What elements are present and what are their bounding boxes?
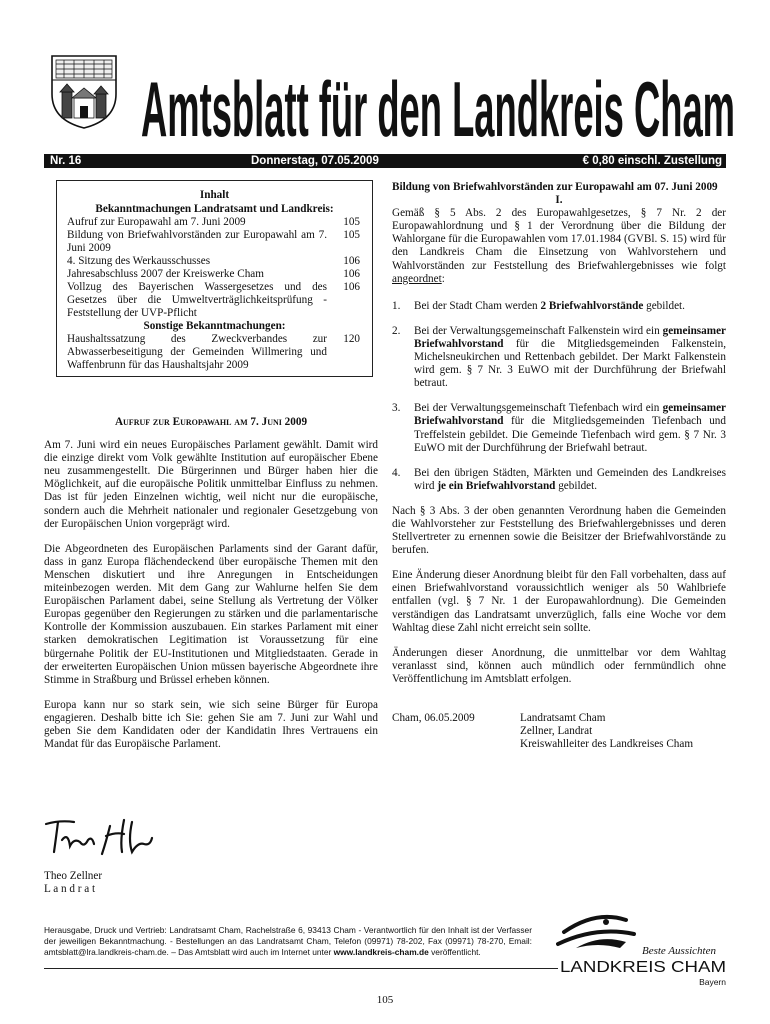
aufruf-paragraph: Europa kann nur so stark sein, wie sich seine Bürger für Europa engagieren. Deshalb bitte ich Sie: gehen Sie am 7. Juni zur Wahl und geben Sie dem Kandidaten oder der Kandidatin Ihres Vertrauens ein Mandat für das Europäische Parlament.	[44, 698, 378, 751]
coat-of-arms-icon	[44, 50, 124, 130]
toc-item-text: Jahresabschluss 2007 der Kreiswerke Cham	[67, 268, 264, 280]
toc-item[interactable]	[67, 255, 362, 268]
toc-item-page: 105	[343, 216, 360, 228]
toc-section-heading: Sonstige Bekanntmachungen:	[143, 320, 286, 332]
issue-number: Nr. 16	[50, 155, 82, 167]
publisher-info: Herausgabe, Druck und Vertrieb: Landratsamt Cham, Rachelstraße 6, 93413 Cham - Verantwortlich für den Inhalt ist der Verfasser der jeweiligen Bekanntmachung. - Bestellungen an das Landratsamt Cham, Telefon (09971) 78-202, Fax (09971) 78-270, Email: amtsblatt@lra.landkreis-cham.de. – Das Amtsblatt wird auch im Internet unter www.landkreis-cham.de veröffentlicht.	[44, 925, 532, 957]
aufruf-heading: Aufruf zur Europawahl am 7. Juni 2009	[114, 416, 308, 428]
toc-section-heading: Bekanntmachungen Landratsamt und Landkreis:	[95, 203, 334, 215]
issue-price: € 0,80 einschl. Zustellung	[582, 155, 722, 167]
briefwahl-paragraph: Nach § 3 Abs. 3 der oben genannten Verordnung haben die Gemeinden die Wahlvorsteher zur Feststellung des Briefwahlergebnisses und deren Stellvertreter zu ernennen sowie die Beisitzer der Briefwahlvorstände zu berufen.	[392, 504, 726, 557]
list-item: 2. Bei der Verwaltungsgemeinschaft Falkenstein wird ein gemeinsamer Briefwahlvorstand für die Mitgliedsgemeinden Falkenstein, Michelsneukirchen und Rettenbach gebildet. Der Markt Falkenstein wird gem. § 7 Nr. 3 EuWO mit der Durchführung der Briefwahl betraut.	[392, 324, 726, 390]
toc-item-text: Bildung von Briefwahlvorständen zur Europawahl am 7. Juni 2009	[67, 229, 327, 254]
toc-item[interactable]	[67, 281, 362, 320]
signature-line: Zellner, Landrat	[520, 725, 593, 738]
briefwahl-signature-block	[392, 712, 726, 751]
toc-item[interactable]	[67, 229, 362, 255]
briefwahl-paragraph: Änderungen dieser Anordnung, die unmittelbar vor dem Wahltag veranlasst sind, können auch mündlich oder fernmündlich ohne Veröffentlichung im Amtsblatt erfolgen.	[392, 646, 726, 685]
table-of-contents	[56, 180, 373, 377]
issue-date: Donnerstag, 07.05.2009	[251, 155, 379, 167]
signature-line: Kreiswahlleiter des Landkreises Cham	[520, 738, 694, 751]
page-number: 105	[376, 994, 394, 1006]
toc-item-text: Aufruf zur Europawahl am 7. Juni 2009	[67, 216, 246, 228]
logo-region: Bayern	[699, 977, 726, 987]
masthead-title-text: Amtsblatt für den Landkreis Cham	[141, 65, 735, 144]
logo-name: LANDKREIS CHAM	[560, 959, 726, 976]
ordered-word: angeordnet	[392, 272, 442, 285]
toc-item-page: 120	[343, 333, 360, 345]
list-item: 4. Bei den übrigen Städten, Märkten und Gemeinden des Landkreises wird je ein Briefwahlvorstand gebildet.	[392, 466, 726, 492]
toc-item-page: 106	[343, 281, 360, 293]
aufruf-article	[44, 416, 378, 751]
place-date: Cham, 06.05.2009	[392, 712, 475, 724]
list-item: 3. Bei der Verwaltungsgemeinschaft Tiefenbach wird ein gemeinsamer Briefwahlvorstand für die Mitgliedsgemeinden Tiefenbach und Treffelstein gebildet. Die Gemeinde Tiefenbach wird gem. § 7 Nr. 3 EuWO mit der Durchführung der Briefwahl betraut.	[392, 402, 726, 454]
logo-slogan: Beste Aussichten	[641, 945, 716, 957]
toc-item-page: 105	[343, 229, 360, 241]
toc-item-text: Haushaltssatzung des Zweckverbandes zur Abwasserbeseitigung der Gemeinden Willmering und Waffenbrunn für das Haushaltsjahr 2009	[67, 333, 327, 371]
landkreis-cham-logo	[556, 908, 736, 988]
briefwahl-section-number: I.	[555, 194, 563, 207]
issue-info-bar	[44, 154, 726, 168]
briefwahl-paragraph: Eine Änderung dieser Anordnung bleibt für den Fall vorbehalten, dass auf einen Briefwahlvorstand voraussichtlich weniger als 50 Wahlbriefe entfallen (vgl. § 7 Nr. 1 der Europawahlordnung). Die Gemeinden verständigen das Landratsamt unverzüglich, falls eine Woche vor dem Wahltag diese Zahl nicht erreicht sein sollte.	[392, 569, 726, 634]
signer-title: L a n d r a t	[44, 883, 96, 896]
footer-divider	[44, 968, 558, 969]
toc-item-text: Vollzug des Bayerischen Wassergesetzes und des Gesetzes über die Umweltverträglichkeitsprüfung -Feststellung der UVP-Pflicht	[67, 281, 327, 319]
aufruf-paragraph: Die Abgeordneten des Europäischen Parlaments sind der Garant dafür, dass in ganz Europa flächendeckend über europäische Themen mit den Menschen diskutiert und ihre Anregungen in Entscheidungen miteinbezogen werden. Mit dem Gang zur Wahlurne helfen Sie dem Europäischen Parlament dabei, seine Stellung als Vertretung der Völker Europas gegenüber den Regierungen zu stärken und die parlamentarische Kontrolle der Kommission auszubauen. Ein starkes Parlament mit einer starken demokratischen Legitimation ist Voraussetzung für eine bürgernahe Politik der EU-Institutionen und Mitgliedstaaten. Gerade in der erweiterten Europäischen Union müssen bayerische Abgeordnete ihre Stimme in Straßburg und Brüssel erheben können.	[44, 542, 378, 686]
toc-item[interactable]	[67, 268, 362, 281]
masthead-title	[140, 44, 740, 144]
toc-item-page: 106	[343, 268, 360, 280]
toc-item[interactable]	[67, 333, 362, 372]
website-link[interactable]: www.landkreis-cham.de	[333, 946, 429, 957]
aufruf-paragraph: Am 7. Juni wird ein neues Europäisches Parlament gewählt. Damit wird die einzige direkt vom Volk gewählte Institution auf europäischer Ebene neu zusammengestellt. Die Bürgerinnen und Bürger haben hier die Möglichkeit, auf die europäische Politik unmittelbar Einfluss zu nehmen. Das ist für jeden Einzelnen wichtig, weil nicht nur die europäische, sondern auch die Mehrheit nationaler und regionaler Gesetzgebung von der Europäischen Union vorgeprägt wird.	[44, 439, 378, 530]
signer-name: Theo Zellner	[44, 870, 103, 882]
signature-line: Landratsamt Cham	[520, 712, 606, 724]
handwritten-signature	[40, 812, 190, 862]
briefwahl-heading: Bildung von Briefwahlvorständen zur Europawahl am 07. Juni 2009	[392, 181, 718, 193]
briefwahl-intro: Gemäß § 5 Abs. 2 des Europawahlgesetzes, § 7 Nr. 2 der Europawahlordnung und § 1 der Verordnung über die Bildung der Wahlorgane für die Europawahlen vom 17.01.1984 (GVBl. S. 15) wird für den Landkreis Cham die Einsetzung von Wahlvorstehern und Wahlvorständen zur Feststellung des Briefwahlergebnisses wie folgt angeordnet:	[392, 207, 726, 285]
toc-item-text: 4. Sitzung des Werkausschusses	[67, 255, 211, 267]
list-item: 1. Bei der Stadt Cham werden 2 Briefwahlvorstände gebildet.	[392, 299, 685, 312]
aufruf-signer	[44, 870, 244, 896]
toc-item[interactable]	[67, 216, 362, 229]
toc-item-page: 106	[343, 255, 360, 267]
toc-title: Inhalt	[199, 189, 230, 201]
briefwahl-article	[392, 181, 726, 751]
